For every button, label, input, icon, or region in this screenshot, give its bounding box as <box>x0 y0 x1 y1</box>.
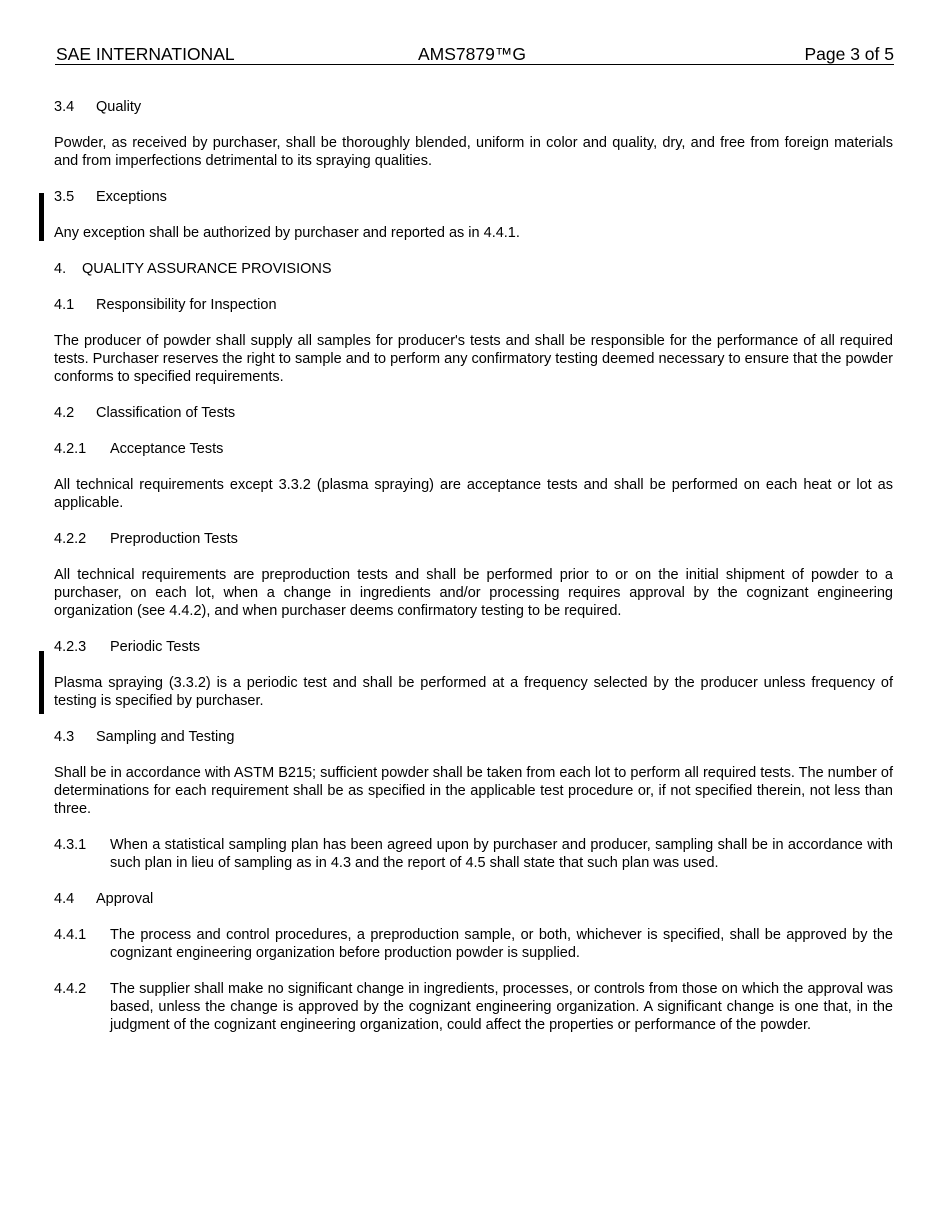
section-title: QUALITY ASSURANCE PROVISIONS <box>82 261 332 277</box>
section-title: Preproduction Tests <box>110 531 238 547</box>
section-number: 3.4 <box>54 99 75 115</box>
section-number: 4.2.3 <box>54 639 87 655</box>
section-paragraph: All technical requirements except 3.3.2 (plasma spraying) are acceptance tests and shall be performed on each heat or lot as applicable. <box>54 477 893 511</box>
section-paragraph: Any exception shall be authorized by purchaser and reported as in 4.4.1. <box>54 225 520 241</box>
header-document-number: AMS7879™G <box>418 44 526 64</box>
item-number: 4.3.1 <box>54 837 87 853</box>
section-title: Periodic Tests <box>110 639 200 655</box>
section-title: Exceptions <box>96 189 167 205</box>
section-heading <box>54 404 893 422</box>
section-number: 4.4 <box>54 891 75 907</box>
header-organization: SAE INTERNATIONAL <box>56 44 235 64</box>
numbered-item <box>54 926 893 962</box>
section-title: Responsibility for Inspection <box>96 297 277 313</box>
section-paragraph: The producer of powder shall supply all samples for producer's tests and shall be responsible for the performance of all required tests. Purchaser reserves the right to sample and to perform any confirmatory testing deemed necessary to ensure that the powder conforms to specified requirements. <box>54 333 894 385</box>
revision-bar <box>39 651 44 714</box>
section-number: 4.2 <box>54 405 75 421</box>
section-number: 4.2.2 <box>54 531 87 547</box>
section-heading <box>54 98 893 116</box>
section-paragraph: All technical requirements are preproduction tests and shall be performed prior to or on the initial shipment of powder to a purchaser, on each lot, when a change in ingredients and/or processing requires approval by the cognizant engineering organization (see 4.4.2), and when purchaser deems confirmatory testing to be required. <box>54 567 893 619</box>
document-body <box>54 98 893 1052</box>
page-header <box>55 44 894 65</box>
section-number: 4.2.1 <box>54 441 87 457</box>
section-title: Acceptance Tests <box>110 441 224 457</box>
revision-bar <box>39 193 44 241</box>
item-number: 4.4.2 <box>54 981 87 997</box>
section-heading <box>54 188 893 206</box>
numbered-item <box>54 980 893 1034</box>
section-heading <box>54 440 893 458</box>
section-title: Quality <box>96 99 142 115</box>
section-paragraph: Powder, as received by purchaser, shall be thoroughly blended, uniform in color and quality, dry, and free from foreign materials and from imperfections detrimental to its spraying qualities. <box>54 135 893 169</box>
numbered-item <box>54 836 893 872</box>
item-text: The supplier shall make no significant change in ingredients, processes, or controls from those on which the approval was based, unless the change is approved by the cognizant engineering organization. A significant change is one that, in the judgment of the cognizant engineering organization, could affect the properties or performance of the powder. <box>110 981 893 1033</box>
section-title: Sampling and Testing <box>96 729 235 745</box>
section-heading <box>54 530 893 548</box>
section-heading <box>54 890 893 908</box>
section-number: 3.5 <box>54 189 75 205</box>
section-title: Approval <box>96 891 154 907</box>
item-text: When a statistical sampling plan has been agreed upon by purchaser and producer, sampling shall be in accordance with such plan in lieu of sampling as in 4.3 and the report of 4.5 shall state that such plan was used. <box>110 837 893 871</box>
section-number: 4.3 <box>54 729 75 745</box>
section-heading <box>54 260 893 278</box>
section-number: 4. <box>54 261 67 277</box>
section-heading <box>54 728 893 746</box>
item-text: The process and control procedures, a preproduction sample, or both, whichever is specified, shall be approved by the cognizant engineering organization before production powder is supplied. <box>110 927 893 961</box>
section-paragraph: Shall be in accordance with ASTM B215; sufficient powder shall be taken from each lot to perform all required tests. The number of determinations for each requirement shall be as specified in the applicable test procedure or, if not specified therein, not less than three. <box>54 765 893 817</box>
section-number: 4.1 <box>54 297 75 313</box>
section-heading <box>54 296 893 314</box>
header-page-number: Page 3 of 5 <box>804 44 894 64</box>
section-title: Classification of Tests <box>96 405 236 421</box>
section-heading <box>54 638 893 656</box>
section-paragraph: Plasma spraying (3.3.2) is a periodic test and shall be performed at a frequency selected by the producer unless frequency of testing is specified by purchaser. <box>54 675 893 709</box>
item-number: 4.4.1 <box>54 927 87 943</box>
